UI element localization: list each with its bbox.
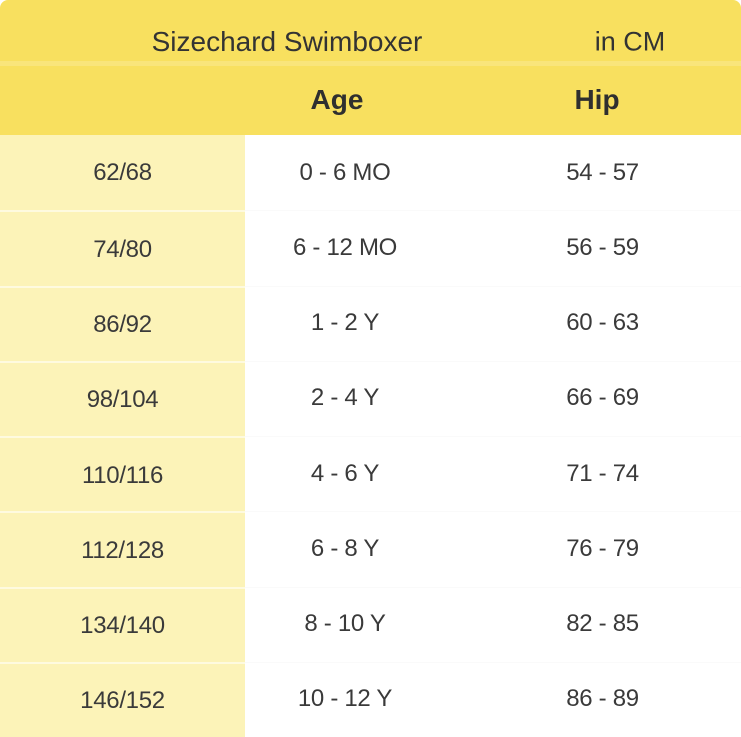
chart-title: Sizechard Swimboxer xyxy=(151,26,423,57)
age-cell: 6 - 8 Y xyxy=(310,534,380,562)
age-cell: 1 - 2 Y xyxy=(310,309,380,337)
hip-cell: 71 - 74 xyxy=(566,459,639,487)
table-row xyxy=(0,286,741,361)
size-cell: 134/140 xyxy=(0,587,245,664)
age-column-header: Age xyxy=(310,84,364,115)
hip-cell: 56 - 59 xyxy=(566,233,639,261)
table-row xyxy=(0,135,741,210)
size-cell: 74/80 xyxy=(0,210,245,287)
size-cell: 146/152 xyxy=(0,662,245,737)
header-divider xyxy=(0,61,741,66)
hip-cell: 54 - 57 xyxy=(566,158,639,186)
size-cell: 62/68 xyxy=(0,135,245,210)
age-cell: 8 - 10 Y xyxy=(304,610,386,638)
age-cell: 10 - 12 Y xyxy=(297,685,393,713)
age-cell: 6 - 12 MO xyxy=(293,233,397,261)
age-cell: 4 - 6 Y xyxy=(310,459,380,487)
table-row xyxy=(0,662,741,737)
chart-header xyxy=(0,0,741,135)
hip-cell: 66 - 69 xyxy=(566,384,639,412)
unit-label: in CM xyxy=(594,26,666,57)
table-row xyxy=(0,210,741,285)
size-cell: 86/92 xyxy=(0,286,245,363)
table-row xyxy=(0,511,741,586)
hip-column-header: Hip xyxy=(574,84,620,115)
age-cell: 0 - 6 MO xyxy=(299,158,391,186)
size-cell: 110/116 xyxy=(0,436,245,513)
hip-cell: 76 - 79 xyxy=(566,534,639,562)
age-cell: 2 - 4 Y xyxy=(310,384,380,412)
size-cell: 112/128 xyxy=(0,511,245,588)
hip-cell: 86 - 89 xyxy=(566,685,639,713)
table-row xyxy=(0,361,741,436)
hip-cell: 60 - 63 xyxy=(566,309,639,337)
table-row xyxy=(0,587,741,662)
table-row xyxy=(0,436,741,511)
hip-cell: 82 - 85 xyxy=(566,610,639,638)
size-table-body xyxy=(0,135,741,737)
size-cell: 98/104 xyxy=(0,361,245,438)
